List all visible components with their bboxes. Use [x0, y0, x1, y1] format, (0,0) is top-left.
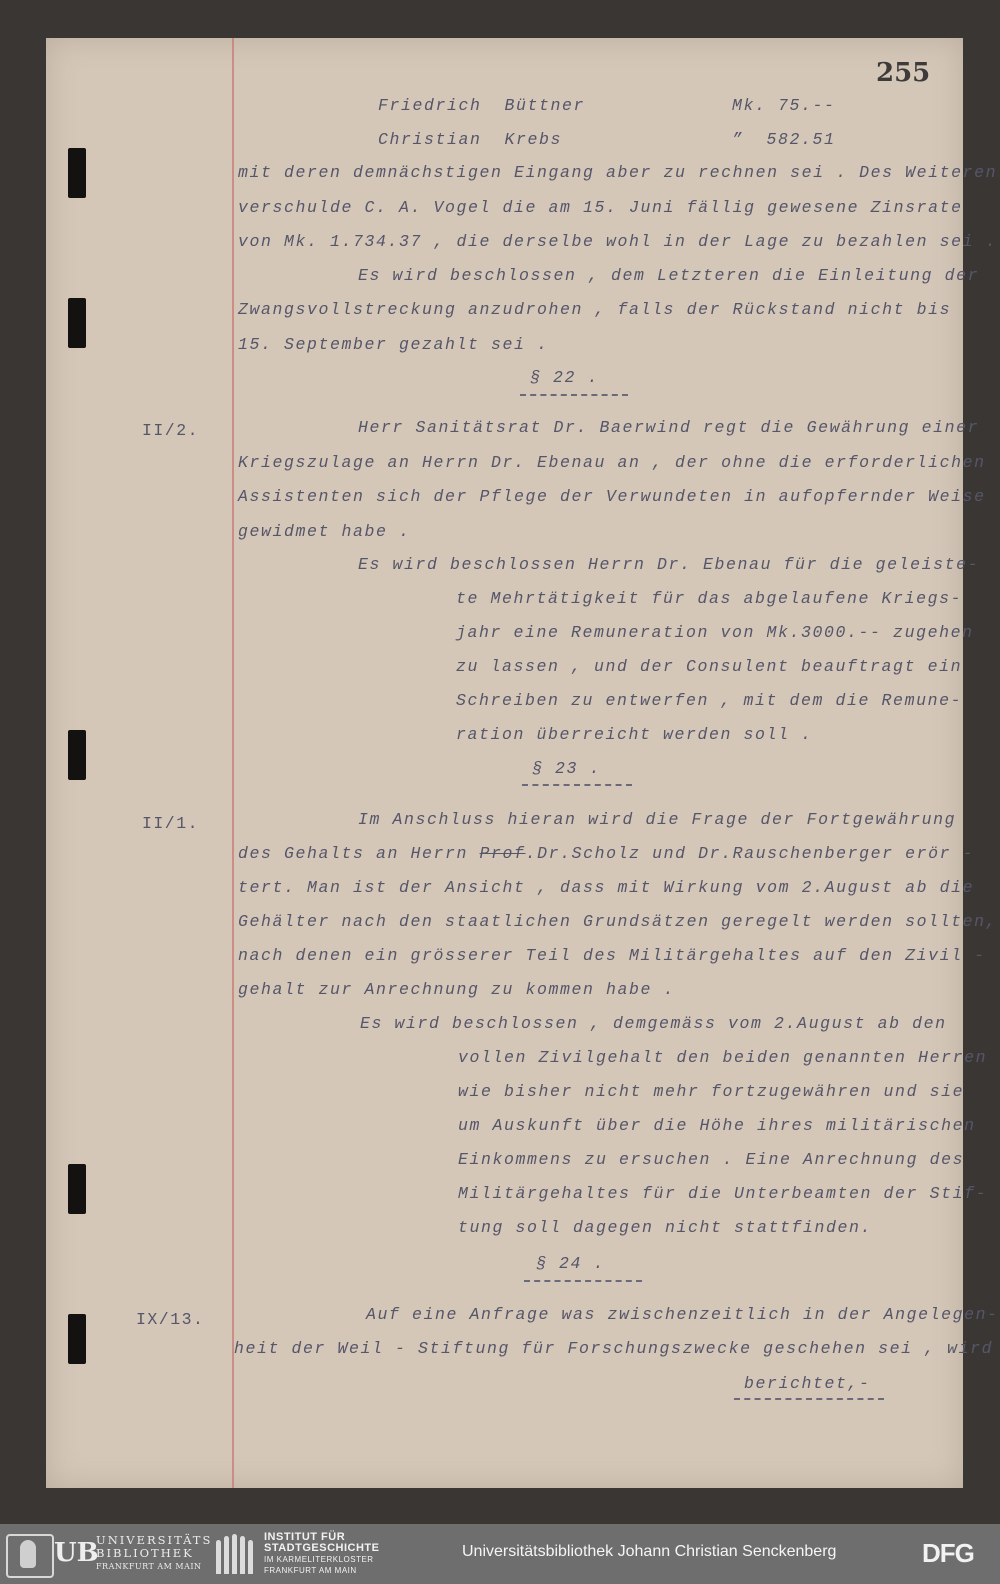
text-line: Assistenten sich der Pflege der Verwundeten in aufopfernder Weise	[238, 487, 986, 506]
text-line: 15. September gezahlt sei .	[238, 335, 549, 354]
text-line: Es wird beschlossen , dem Letzteren die Einleitung der	[358, 266, 980, 285]
margin-reference: II/2.	[142, 421, 200, 440]
section-underline	[522, 784, 632, 786]
ub-line-1: UNIVERSITÄTS	[96, 1533, 213, 1547]
punch-hole	[68, 298, 86, 348]
struck-text: Prof	[479, 844, 526, 863]
margin-reference: II/1.	[142, 814, 200, 833]
text-line: jahr eine Remuneration von Mk.3000.-- zugehen	[456, 623, 974, 642]
text-line: verschulde C. A. Vogel die am 15. Juni fällig gewesene Zinsrate	[238, 198, 963, 217]
text-line: Militärgehaltes für die Unterbeamten der Stif-	[458, 1184, 988, 1203]
text-line: Mk. 75.--	[732, 96, 836, 115]
text-line: ” 582.51	[732, 130, 836, 149]
text-line: vollen Zivilgehalt den beiden genannten Herren	[458, 1048, 988, 1067]
text-line: heit der Weil - Stiftung für Forschungszwecke geschehen sei , wird	[234, 1339, 994, 1358]
text-line: ration überreicht werden soll .	[456, 725, 813, 744]
isg-arches-logo[interactable]	[216, 1534, 256, 1574]
text-line: mit deren demnächstigen Eingang aber zu rechnen sei . Des Weiteren	[238, 163, 998, 182]
text-line: Zwangsvollstreckung anzudrohen , falls der Rückstand nicht bis	[238, 300, 952, 319]
isg-line-2: STADTGESCHICHTE	[264, 1542, 380, 1554]
text-line: tung soll dagegen nicht stattfinden.	[458, 1218, 873, 1237]
closing-underline	[734, 1398, 884, 1400]
text-line: Auf eine Anfrage was zwischenzeitlich in der Angelegen-	[366, 1305, 999, 1324]
isg-line-4: FRANKFURT AM MAIN	[264, 1566, 357, 1575]
isg-line-1: INSTITUT FÜR	[264, 1531, 346, 1543]
ub-seal-logo[interactable]	[6, 1534, 54, 1578]
section-heading: § 23 .	[532, 759, 602, 778]
section-heading: § 22 .	[530, 368, 600, 387]
text-line: Im Anschluss hieran wird die Frage der Fortgewährung	[358, 810, 957, 829]
text-line: Christian Krebs	[378, 130, 563, 149]
text-line: Friedrich Büttner	[378, 96, 586, 115]
text-line: von Mk. 1.734.37 , die derselbe wohl in der Lage zu bezahlen sei .	[238, 232, 998, 251]
punch-hole	[68, 1314, 86, 1364]
text-line: te Mehrtätigkeit für das abgelaufene Kriegs-	[456, 589, 963, 608]
text-line: Es wird beschlossen Herrn Dr. Ebenau für die geleiste-	[358, 555, 980, 574]
punch-hole	[68, 148, 86, 198]
text-line: wie bisher nicht mehr fortzugewähren und sie	[458, 1082, 965, 1101]
text-line: um Auskunft über die Höhe ihres militärischen	[458, 1116, 976, 1135]
section-underline	[520, 394, 628, 396]
ub-line-3: FRANKFURT AM MAIN	[96, 1562, 202, 1571]
text-line: gewidmet habe .	[238, 522, 411, 541]
text-line: zu lassen , und der Consulent beauftragt ein	[456, 657, 963, 676]
punch-hole	[68, 730, 86, 780]
ub-letters[interactable]: UB	[54, 1538, 99, 1568]
library-title-link[interactable]: Universitätsbibliothek Johann Christian Senckenberg	[462, 1543, 837, 1560]
isg-wordmark[interactable]	[264, 1532, 379, 1576]
text-line: Gehälter nach den staatlichen Grundsätzen geregelt werden sollten,	[238, 912, 998, 931]
text-line: nach denen ein grösserer Teil des Militärgehaltes auf den Zivil -	[238, 946, 986, 965]
ub-wordmark[interactable]	[96, 1534, 212, 1573]
text-line: Es wird beschlossen , demgemäss vom 2.August ab den	[360, 1014, 947, 1033]
margin-reference: IX/13.	[136, 1310, 205, 1329]
text-line: berichtet,-	[744, 1374, 871, 1393]
text-line: Herr Sanitätsrat Dr. Baerwind regt die Gewährung einer	[358, 418, 980, 437]
document-page	[46, 38, 999, 1488]
punch-hole	[68, 1164, 86, 1214]
page-number: 255	[876, 58, 931, 88]
section-heading: § 24 .	[536, 1254, 606, 1273]
isg-line-3: IM KARMELITERKLOSTER	[264, 1555, 374, 1564]
text-line: Kriegszulage an Herrn Dr. Ebenau an , der ohne die erforderlichen	[238, 453, 986, 472]
text-line: gehalt zur Anrechnung zu kommen habe .	[238, 980, 676, 999]
text-line: Schreiben zu entwerfen , mit dem die Remune-	[456, 691, 963, 710]
dfg-logo[interactable]: DFG	[922, 1538, 974, 1568]
text-line: Einkommens zu ersuchen . Eine Anrechnung des	[458, 1150, 965, 1169]
text-line: tert. Man ist der Ansicht , dass mit Wirkung vom 2.August ab die	[238, 878, 975, 897]
text-segment: .Dr.Scholz und Dr.Rauschenberger erör -	[525, 844, 975, 863]
text-segment: des Gehalts an Herrn	[238, 844, 480, 863]
ub-line-2: BIBLIOTHEK	[96, 1546, 194, 1560]
footer-bar	[0, 1524, 1000, 1584]
section-underline	[524, 1280, 642, 1282]
margin-line	[232, 38, 234, 1488]
text-line	[238, 844, 974, 863]
